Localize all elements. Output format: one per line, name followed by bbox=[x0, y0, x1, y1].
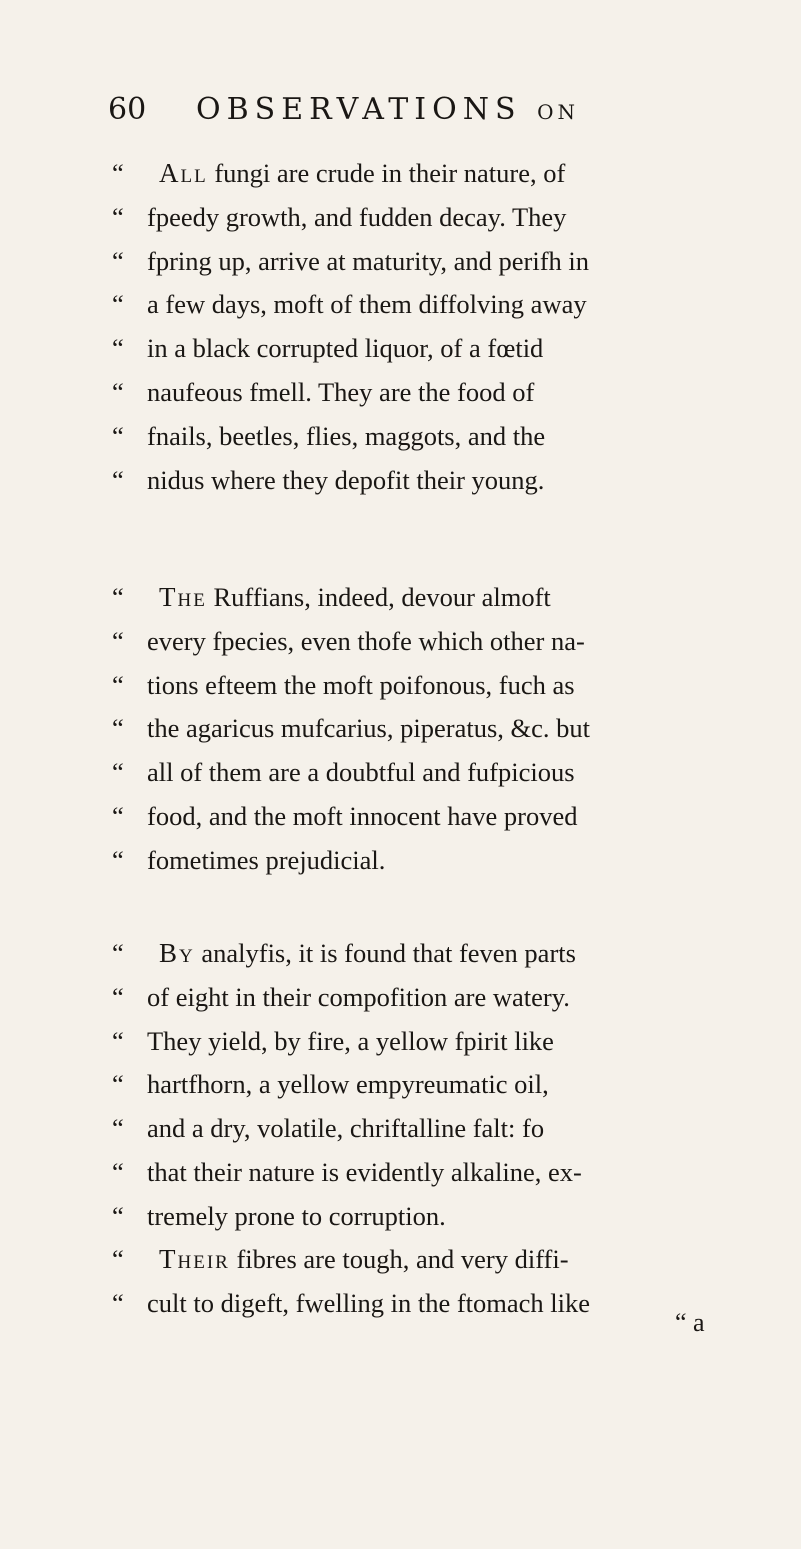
line-text: fnails, beetles, flies, maggots, and the bbox=[147, 420, 546, 451]
quote-mark: “ bbox=[112, 1287, 124, 1318]
line-text: They yield, by fire, a yellow fpirit like bbox=[147, 1025, 554, 1056]
text-line bbox=[112, 291, 792, 323]
text-line bbox=[112, 844, 792, 879]
paragraph-first-line bbox=[159, 940, 576, 967]
paragraph-first-line bbox=[159, 584, 551, 611]
text-line bbox=[112, 803, 792, 835]
line-text: and a dry, volatile, chriftalline falt: fo bbox=[147, 1113, 545, 1144]
line-text: food, and the moft innocent have proved bbox=[147, 801, 578, 831]
text-line bbox=[112, 1200, 792, 1235]
text-line bbox=[112, 160, 792, 192]
quote-mark: “ bbox=[112, 158, 124, 188]
text-line bbox=[112, 245, 792, 280]
quote-mark: “ bbox=[112, 625, 124, 656]
running-title bbox=[196, 92, 579, 127]
text-line bbox=[112, 669, 792, 704]
line-text: fpeedy growth, and fudden decay. They bbox=[147, 201, 567, 232]
quote-mark: “ bbox=[112, 1244, 124, 1274]
quote-mark: “ bbox=[112, 1069, 124, 1100]
lead-small-caps: All bbox=[159, 158, 208, 188]
quote-mark: “ bbox=[112, 669, 124, 700]
text-line bbox=[112, 1159, 792, 1191]
line-text: fpring up, arrive at maturity, and perifh in bbox=[147, 245, 590, 276]
line-text: a few days, moft of them diffolving away bbox=[147, 289, 587, 320]
text-line bbox=[112, 464, 792, 499]
line-text: tions efteem the moft poifonous, fuch as bbox=[147, 669, 575, 700]
running-title-small: ON bbox=[537, 100, 579, 124]
line-text: naufeous fmell. They are the food of bbox=[147, 377, 535, 407]
lead-small-caps: The bbox=[159, 582, 207, 612]
quote-mark: “ bbox=[112, 245, 124, 276]
line-text: nidus where they depofit their young. bbox=[147, 464, 545, 495]
lead-small-caps: Their bbox=[159, 1244, 230, 1274]
text-line bbox=[112, 584, 792, 616]
lead-small-caps: By bbox=[159, 938, 195, 968]
line-text: tremely prone to corruption. bbox=[147, 1200, 446, 1231]
text-line bbox=[112, 379, 792, 411]
line-text: every fpecies, even thofe which other na- bbox=[147, 625, 585, 656]
text-line bbox=[112, 1071, 792, 1103]
quote-mark: “ bbox=[112, 201, 124, 232]
text-line bbox=[112, 759, 792, 791]
quote-mark: “ bbox=[112, 1025, 124, 1056]
text-line bbox=[112, 335, 792, 367]
quote-mark: “ bbox=[112, 582, 124, 612]
line-text: all of them are a doubtful and fufpicious bbox=[147, 757, 575, 788]
text-line bbox=[112, 1025, 792, 1060]
page-number: 60 bbox=[108, 92, 147, 127]
line-text: hartfhorn, a yellow empyreumatic oil, bbox=[147, 1069, 549, 1100]
line-text: fibres are tough, and very diffi- bbox=[229, 1244, 569, 1274]
quote-mark: “ bbox=[112, 713, 124, 744]
quote-mark: “ bbox=[112, 464, 124, 495]
quote-mark: “ bbox=[112, 1157, 124, 1187]
running-title-main: OBSERVATIONS bbox=[196, 92, 522, 127]
quote-mark: “ bbox=[112, 801, 124, 831]
line-text: cult to digeft, fwelling in the ftomach like bbox=[147, 1287, 591, 1318]
quote-mark: “ bbox=[112, 289, 124, 320]
quote-mark: “ bbox=[112, 377, 124, 407]
quote-mark: “ bbox=[112, 333, 124, 364]
line-text: analyfis, it is found that feven parts bbox=[194, 938, 576, 968]
quote-mark: “ bbox=[112, 1113, 124, 1144]
line-text: the agaricus mufcarius, piperatus, &c. but bbox=[147, 713, 590, 744]
paragraph-first-line bbox=[159, 1246, 569, 1273]
text-line bbox=[112, 420, 792, 455]
line-text: fungi are crude in their nature, of bbox=[207, 158, 566, 188]
line-text: of eight in their compofition are watery. bbox=[147, 981, 570, 1012]
text-line bbox=[112, 1115, 792, 1147]
catchword: “ a bbox=[675, 1308, 705, 1337]
text-line bbox=[112, 1246, 792, 1278]
quote-mark: “ bbox=[112, 420, 124, 451]
text-line bbox=[112, 201, 792, 236]
page-header bbox=[108, 92, 788, 142]
line-text: fometimes prejudicial. bbox=[147, 844, 386, 875]
quote-mark: “ bbox=[112, 844, 124, 875]
quote-mark: “ bbox=[112, 757, 124, 788]
text-line bbox=[112, 625, 792, 660]
quote-mark: “ bbox=[112, 1200, 124, 1231]
quote-mark: “ bbox=[112, 981, 124, 1012]
line-text: in a black corrupted liquor, of a fœtid bbox=[147, 333, 544, 364]
text-line bbox=[112, 715, 792, 747]
line-text: Ruffians, indeed, devour almoft bbox=[206, 582, 551, 612]
quote-mark: “ bbox=[112, 938, 124, 968]
line-text: that their nature is evidently alkaline, ex- bbox=[147, 1157, 582, 1187]
text-line bbox=[112, 940, 792, 972]
text-line bbox=[112, 981, 792, 1016]
paragraph-first-line bbox=[159, 160, 565, 187]
